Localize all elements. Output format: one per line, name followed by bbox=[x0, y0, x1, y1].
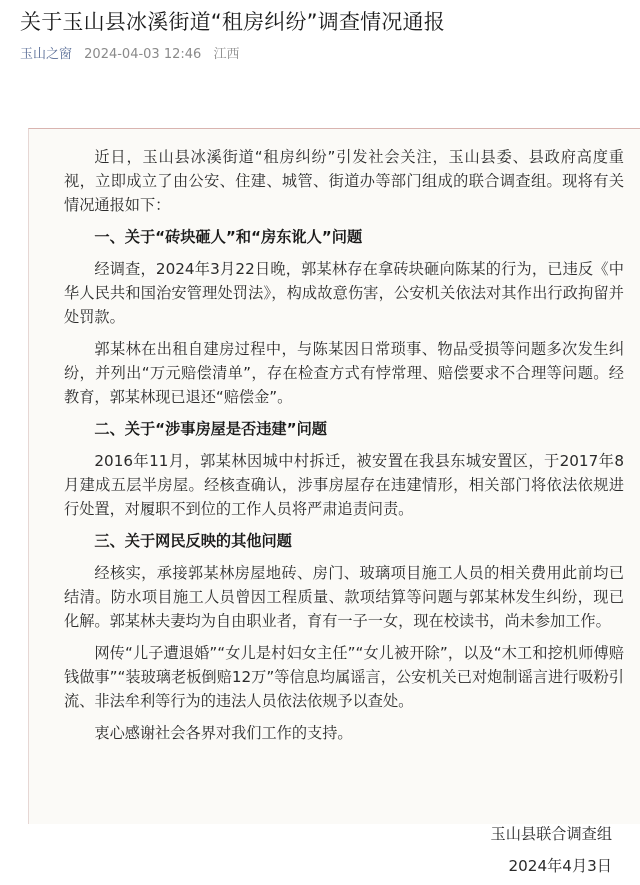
notice-image bbox=[28, 128, 640, 875]
section-heading-2: 二、关于“涉事房屋是否违建”问题 bbox=[94, 420, 327, 438]
section-heading-1: 一、关于“砖块砸人”和“房东讹人”问题 bbox=[94, 228, 363, 246]
section-2-paragraph-1: 2016年11月，郭某林因城中村拆迁，被安置在我县东城安置区，于2017年8月建成五层半房屋。经核查确认，涉事房屋存在违建情形，相关部门将依法依规进行处置，对履职不到位的工作人员将严肃追责问责。 bbox=[64, 452, 624, 518]
section-1-paragraph-1: 经调查，2024年3月22日晚，郭某林存在拿砖块砸向陈某的行为，已违反《中华人民共和国治安管理处罚法》，构成故意伤害，公安机关依法对其作出行政拘留并处罚款。 bbox=[64, 260, 624, 326]
article-title: 关于玉山县冰溪街道“租房纠纷”调查情况通报 bbox=[20, 10, 445, 34]
section-3-paragraph-1: 经核实，承接郭某林房屋地砖、房门、玻璃项目施工人员的相关费用此前均已结清。防水项目施工人员曾因工程质量、款项结算等问题与郭某林发生纠纷，现已化解。郭某林夫妻均为自由职业者，育有一子一女，现在校读书，尚未参加工作。 bbox=[64, 564, 624, 630]
article-meta bbox=[20, 46, 247, 64]
article-source-link[interactable]: 玉山之窗 bbox=[20, 47, 73, 62]
section-heading-3: 三、关于网民反映的其他问题 bbox=[94, 532, 292, 550]
article-location: 江西 bbox=[213, 47, 240, 62]
article-datetime: 2024-04-03 12:46 bbox=[84, 47, 202, 62]
notice-signature: 玉山县联合调查组 bbox=[490, 825, 612, 843]
notice-signoff bbox=[491, 821, 613, 885]
section-3-paragraph-2: 网传“儿子遭退婚”“女儿是村妇女主任”“女儿被开除”，以及“木工和挖机师傅赔钱做事”“装玻璃老板倒赔12万”等信息均属谣言，公安机关已对炮制谣言进行吸粉引流、非法牟利等行为的违法人员依法依规予以查处。 bbox=[64, 644, 624, 710]
notice-date: 2024年4月3日 bbox=[508, 857, 612, 875]
section-1-paragraph-2: 郭某林在出租自建房过程中，与陈某因日常琐事、物品受损等问题多次发生纠纷，并列出“万元赔偿清单”，存在检查方式有悖常理、赔偿要求不合理等问题。经教育，郭某林现已退还“赔偿金”。 bbox=[64, 340, 624, 406]
spacer bbox=[0, 76, 640, 128]
notice-intro: 近日，玉山县冰溪街道“租房纠纷”引发社会关注，玉山县委、县政府高度重视，立即成立了由公安、住建、城管、街道办等部门组成的联合调查组。现将有关情况通报如下： bbox=[64, 148, 624, 214]
notice-closing: 衷心感谢社会各界对我们工作的支持。 bbox=[94, 724, 353, 742]
notice-body bbox=[64, 145, 624, 745]
